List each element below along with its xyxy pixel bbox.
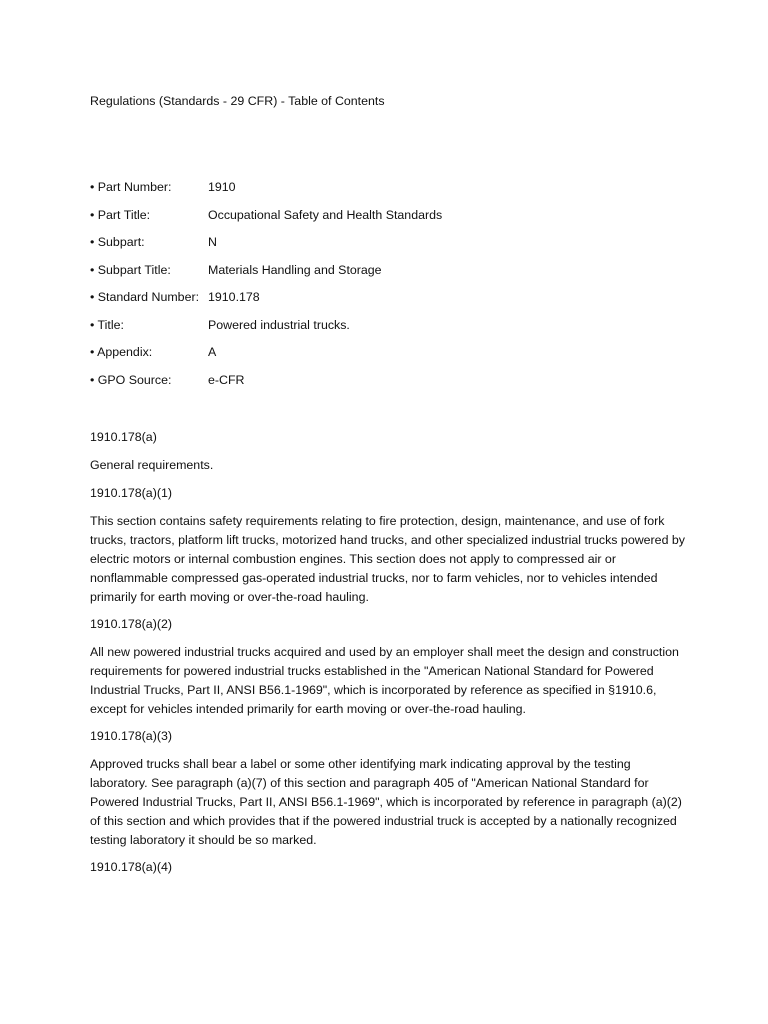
section-paragraph: Approved trucks shall bear a label or some other identifying mark indicating approval by the testing laboratory. See paragraph (a)(7) of this section and paragraph 405 of "American National Standard for Powered Industrial Trucks, Part II, ANSI B56.1-1969", which is incorporated by reference in paragraph (a)(2) of this section and which provides that if the powered industrial truck is accepted by a nationally recognized testing laboratory it should be so marked.: [90, 757, 682, 847]
meta-row-subpart: [90, 233, 442, 261]
meta-row-title: [90, 316, 442, 344]
meta-value: N: [208, 235, 217, 249]
meta-value: Materials Handling and Storage: [208, 262, 382, 277]
meta-row-gpo-source: [90, 371, 442, 399]
section-paragraph: This section contains safety requirements relating to fire protection, design, maintenance, and use of fork trucks, tractors, platform lift trucks, motorized hand trucks, and other specialized industrial trucks powered by electric motors or internal combustion engines. This section does not apply to compressed air or nonflammable compressed gas-operated industrial trucks, nor to farm vehicles, nor to vehicles intended primarily for earth moving or over-the-road hauling.: [90, 514, 685, 604]
meta-row-subpart-title: [90, 261, 442, 289]
meta-label: • Subpart:: [90, 235, 145, 249]
meta-value: A: [208, 345, 217, 359]
meta-row-part-title: [90, 206, 442, 234]
section-heading: 1910.178(a)(4): [90, 860, 172, 874]
meta-label: • Part Title:: [90, 207, 151, 222]
meta-label: • GPO Source:: [90, 372, 172, 387]
meta-row-part-number: [90, 178, 442, 206]
section-caption: General requirements.: [90, 458, 214, 472]
section-heading: 1910.178(a)(2): [90, 617, 172, 631]
meta-value: 1910.178: [208, 290, 260, 304]
section-paragraph: All new powered industrial trucks acquired and used by an employer shall meet the design and construction requirements for powered industrial trucks established in the "American National Standard for Powered Industrial Trucks, Part II, ANSI B56.1-1969", which is incorporated by reference as specified in §1910.6, except for vehicles intended primarily for earth moving or over-the-road hauling.: [90, 645, 679, 716]
section-heading: 1910.178(a): [90, 430, 157, 444]
meta-label: • Subpart Title:: [90, 262, 171, 277]
meta-label: • Appendix:: [90, 345, 153, 359]
section-heading: 1910.178(a)(3): [90, 729, 172, 743]
page-title: Regulations (Standards - 29 CFR) - Table of Contents: [90, 94, 385, 108]
meta-value: Powered industrial trucks.: [208, 317, 350, 332]
meta-row-standard-number: [90, 288, 442, 316]
meta-label: • Title:: [90, 317, 124, 332]
meta-value: 1910: [208, 180, 236, 194]
meta-value: Occupational Safety and Health Standards: [208, 207, 443, 222]
regulation-text: [90, 428, 686, 886]
meta-value: e-CFR: [208, 372, 245, 387]
meta-row-appendix: [90, 343, 442, 371]
meta-label: • Standard Number:: [90, 290, 200, 304]
section-heading: 1910.178(a)(1): [90, 486, 172, 500]
meta-label: • Part Number:: [90, 180, 172, 194]
metadata-list: [90, 178, 442, 398]
